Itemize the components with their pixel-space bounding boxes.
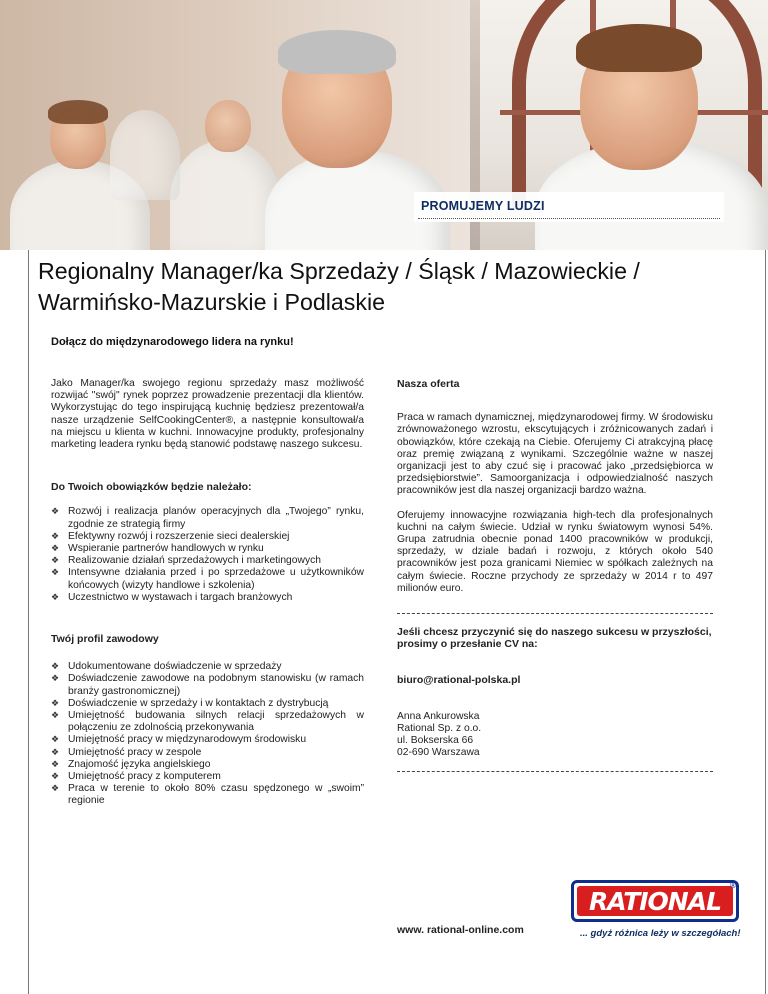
- promo-badge-text: PROMUJEMY LUDZI: [421, 199, 545, 213]
- profile-heading: Twój profil zawodowy: [51, 633, 159, 646]
- chef-hair: [48, 100, 108, 124]
- divider: [397, 771, 713, 772]
- chef-jacket: [110, 110, 180, 200]
- contact-name: Anna Ankurowska: [397, 710, 480, 722]
- offer-paragraph-2: Oferujemy innowacyjne rozwiązania high-tech dla profesjonalnych kuchni na całym świecie. Udział w rynku światowym wynosi 54%. Grupa zatrudnia obecnie ponad 1400 pracowników w produkcji, sprzedaży, w dziale badań i rozwoju, z których około 540 pracowników jest poza granicami Niemiec w spółkach zależnych na całym świecie. Roczne przychody ze sprzedaży w 2014 r to 497 milionów euro.: [397, 509, 713, 594]
- contact-email[interactable]: biuro@rational-polska.pl: [397, 674, 521, 687]
- list-item: ❖ Umiejętność pracy w zespole: [51, 747, 364, 759]
- job-title: Regionalny Manager/ka Sprzedaży / Śląsk / Mazowieckie / Warmińsko-Mazurskie i Podlaskie: [38, 258, 640, 315]
- right-column: [397, 378, 713, 772]
- logo-text: RATIONAL: [588, 886, 721, 916]
- street-address: ul. Bokserska 66: [397, 735, 474, 747]
- list-item: ❖ Realizowanie działań sprzedażowych i marketingowych: [51, 555, 364, 567]
- chef-head: [205, 100, 251, 152]
- chef-jacket: [170, 140, 280, 250]
- company-name: Rational Sp. z o.o.: [397, 722, 482, 734]
- cta-text: Jeśli chcesz przyczynić się do naszego sukcesu w przyszłości, prosimy o przesłanie CV na:: [397, 626, 712, 651]
- list-item: ❖ Umiejętność budowania silnych relacji sprzedażowych w połączeniu ze zdolnością przekonywania: [51, 710, 364, 734]
- city-address: 02-690 Warszawa: [397, 747, 480, 759]
- list-item: ❖ Efektywny rozwój i rozszerzenie sieci dealerskiej: [51, 531, 364, 543]
- duties-list: [51, 506, 364, 604]
- offer-heading: Nasza oferta: [397, 378, 460, 390]
- list-item: ❖ Umiejętność pracy w międzynarodowym środowisku: [51, 734, 364, 746]
- list-item: ❖ Umiejętność pracy z komputerem: [51, 771, 364, 783]
- list-item: ❖ Udokumentowane doświadczenie w sprzedaży: [51, 661, 364, 673]
- list-item: ❖ Doświadczenie zawodowe na podobnym stanowisku (w ramach branży gastronomicznej): [51, 673, 364, 697]
- promo-badge-underline: [418, 218, 720, 219]
- registered-mark-icon: ®: [729, 881, 737, 890]
- website-link[interactable]: www. rational-online.com: [397, 924, 524, 936]
- logo-red-field: [577, 886, 733, 916]
- offer-paragraph-1: Praca w ramach dynamicznej, międzynarodowej firmy. W środowisku zrównoważonego wzrostu, ekscytujących i zróżnicowanych zadań i obowiązków, które czekają na Ciebie. Oferujemy Ci atrakcyjną płacę oraz premię związaną z wynikami. Szczególnie ważne w naszej organizacji jest to aby czuć się i pracować jako „przedsiębiorca w przedsiębiorstwie”. Samoorganizacja i odpowiedzialność naszych pracowników jest dla naszej organizacji bardzo ważna.: [397, 412, 713, 497]
- promo-badge: [414, 192, 724, 222]
- slogan: ... gdyż różnica leży w szczegółach!: [580, 928, 741, 939]
- profile-list: [51, 661, 364, 807]
- duties-heading: Do Twoich obowiązków będzie należało:: [51, 481, 252, 494]
- list-item: ❖ Rozwój i realizacja planów operacyjnych dla „Twojego” rynku, zgodnie ze strategią firmy: [51, 506, 364, 530]
- list-item: ❖ Znajomość języka angielskiego: [51, 759, 364, 771]
- list-item: ❖ Doświadczenie w sprzedaży i w kontaktach z dystrybucją: [51, 698, 364, 710]
- subtitle: Dołącz do międzynarodowego lidera na rynku!: [51, 336, 294, 348]
- list-item: ❖ Praca w terenie to około 80% czasu spędzonego w „swoim” regionie: [51, 783, 364, 807]
- left-column: [51, 378, 364, 808]
- rational-logo: [571, 880, 739, 922]
- chef-hair: [278, 30, 396, 74]
- list-item: ❖ Intensywne działania przed i po sprzedażowe u użytkowników końcowych (wizyty handlowe i szkolenia): [51, 567, 364, 591]
- list-item: ❖ Wspieranie partnerów handlowych w rynku: [51, 543, 364, 555]
- intro-paragraph: Jako Manager/ka swojego regionu sprzedaży masz możliwość rozwijać "swój" rynek poprzez prowadzenie prezentacji dla klientów. Wykorzystując do tego inspirującą kuchnię będziesz prezentował/a nasze urządzenie SelfCookingCenter®, a następnie konsultował/a na miejscu u klienta w kuchni. Innowacyjne produkty, profesjonalny marketing leadera rynku będą stanowić podstawę naszego sukcesu.: [51, 378, 364, 451]
- list-item: ❖ Uczestnictwo w wystawach i targach branżowych: [51, 592, 364, 604]
- chef-hair: [576, 24, 702, 72]
